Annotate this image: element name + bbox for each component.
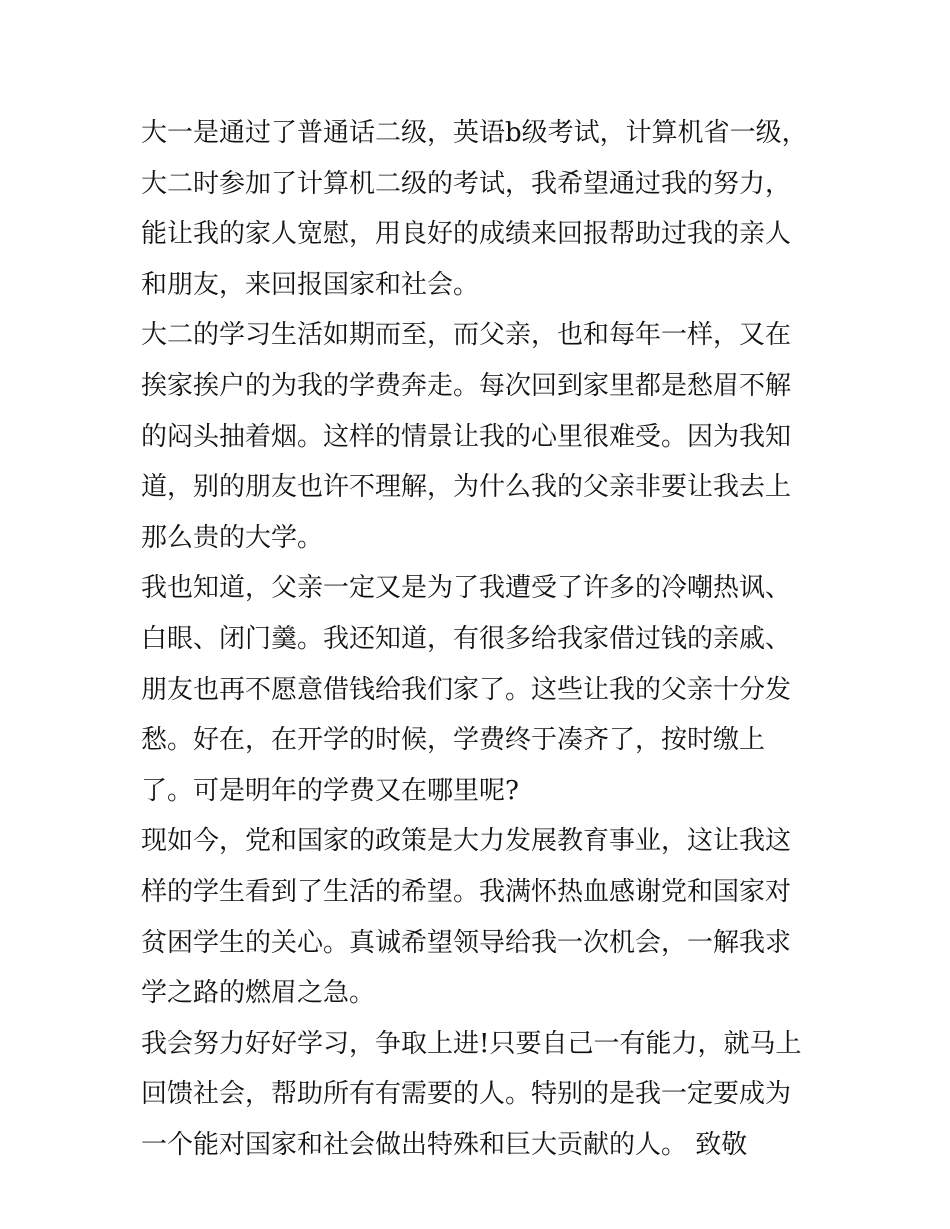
paragraph-4: 现如今，党和国家的政策是大力发展教育事业，这让我这样的学生看到了生活的希望。我满怀热血感谢党和国家对贫困学生的关心。真诚希望领导给我一次机会，一解我求学之路的燃眉之急。 (141, 826, 792, 1009)
body-text (141, 108, 813, 1170)
paragraph-1: 大一是通过了普通话二级，英语b级考试，计算机省一级，大二时参加了计算机二级的考试，我希望通过我的努力，能让我的家人宽慰，用良好的成绩来回报帮助过我的亲人和朋友，来回报国家和社会。 (141, 118, 808, 300)
paragraph-2: 大二的学习生活如期而至，而父亲，也和每年一样，又在挨家挨户的为我的学费奔走。每次回到家里都是愁眉不解的闷头抽着烟。这样的情景让我的心里很难受。因为我知道，别的朋友也许不理解，为什么我的父亲非要让我去上那么贵的大学。 (141, 320, 792, 553)
paragraph-5: 我会努力好好学习，争取上进!只要自己一有能力，就马上回馈社会，帮助所有有需要的人。特别的是我一定要成为一个能对国家和社会做出特殊和巨大贡献的人。 致敬 (141, 1028, 802, 1160)
paragraph-3: 我也知道，父亲一定又是为了我遭受了许多的冷嘲热讽、白眼、闭门羹。我还知道，有很多给我家借过钱的亲戚、朋友也再不愿意借钱给我们家了。这些让我的父亲十分发愁。好在，在开学的时候，学费终于凑齐了，按时缴上了。可是明年的学费又在哪里呢? (141, 573, 792, 806)
